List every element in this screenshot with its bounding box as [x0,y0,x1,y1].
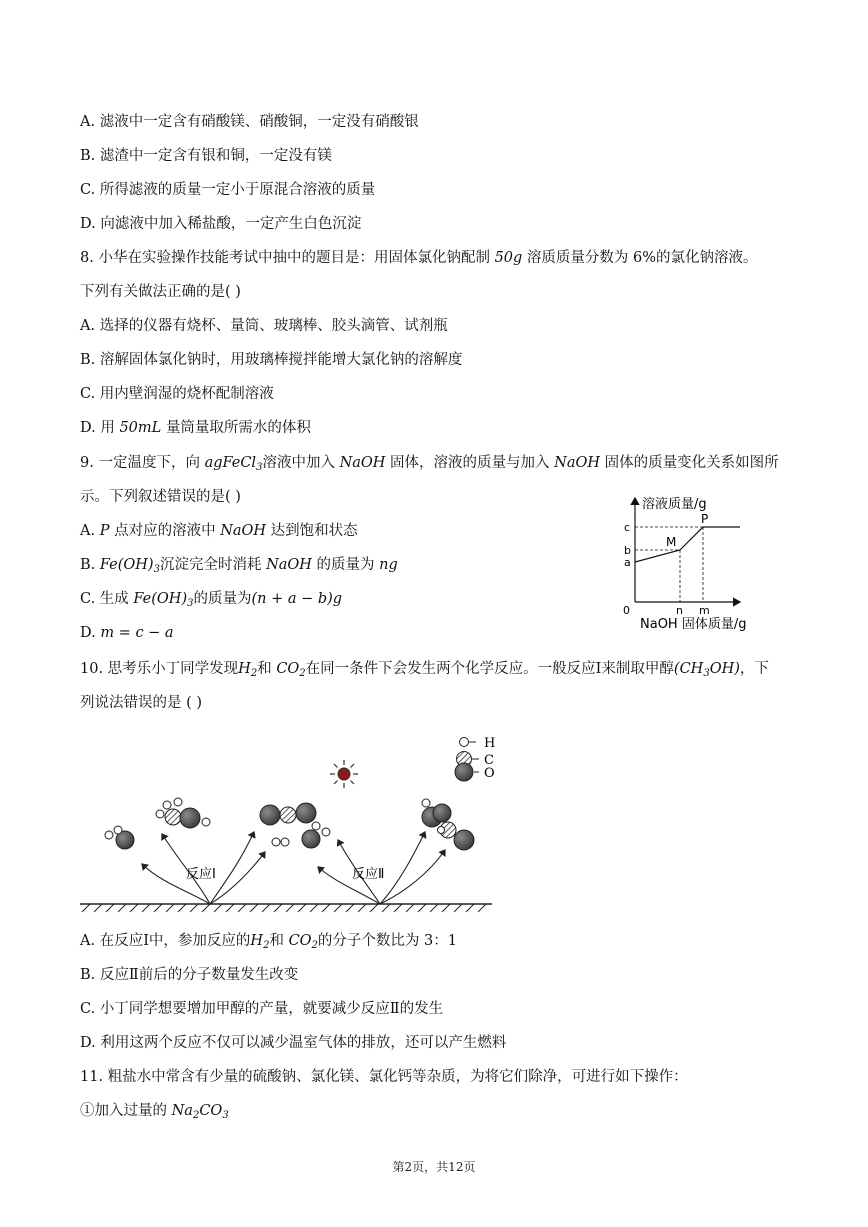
q11-step1-text: 加入过量的 [94,1103,172,1119]
q7-option-a: A. 滤液中一定含有硝酸镁、硝酸铜，一定没有硝酸银 [80,114,419,130]
ground-surface [80,904,492,912]
q10-stem-t2: 在同一条件下会发生两个化学反应。一般反应Ⅰ来制取甲醇 [305,661,674,677]
q10-option-d: D. 利用这两个反应不仅可以减少温室气体的排放，还可以产生燃料 [80,1035,507,1051]
chart-ylabel: 溶液质量/g [642,497,707,512]
q9-b-prefix: B. [80,557,100,573]
chart-point-p: P [701,512,709,526]
q9-stem-t1: 9. 一定温度下，向 [80,455,205,471]
q9-b-sub3: 3 [153,564,160,575]
q9-option-a [80,521,358,541]
q11-step1-sub2: 2 [192,1110,200,1121]
q8-stem-part2: 溶质质量分数为 6%的氯化钠溶液。 [522,250,758,266]
q9-c-sub3: 3 [187,598,194,609]
q9-stem-t3: 固体，溶液的质量与加入 [385,455,555,471]
q11-step1 [80,1101,229,1126]
q9-option-c [80,589,342,614]
chart-xtick-m: m [699,604,710,617]
q10-reaction-diagram [80,722,500,917]
q11-step1-number: ① [80,1103,95,1119]
q10-a-sub2a: 2 [263,940,270,951]
methanol-molecule [156,798,210,828]
q8-stem-part1: 8. 小华在实验操作技能考试中抽中的题目是：用固体氯化钠配制 [80,250,495,266]
q10-option-c: C. 小丁同学想要增加甲醇的产量，就要减少反应Ⅱ的发生 [80,1001,444,1017]
q8-option-c: C. 用内壁润湿的烧杯配制溶液 [80,386,274,402]
q9-c-prefix: C. 生成 [80,591,134,607]
q9-a-naoh: NaOH [220,523,267,539]
q10-stem-h: H [238,661,251,677]
h2-molecule-2 [438,827,445,834]
q10-stem-t3: ，下 [739,661,769,677]
q10-stem-co: CO [276,661,300,677]
q9-b-feoh: Fe(OH) [99,557,154,573]
q8-stem-line2: 下列有关做法正确的是( ) [80,284,241,300]
h2o-molecule-right [302,822,330,848]
q9-c-mid: 的质量为 [193,591,252,607]
q11-step1-co: CO [199,1103,223,1119]
q10-stem-and: 和 [257,661,277,677]
q9-stem-fecl: agFeCl [204,455,257,471]
q9-mass-chart [618,490,768,635]
q10-stem-sub2b: 2 [299,668,306,679]
q10-a-t1: A. 在反应Ⅰ中，参加反应的 [80,933,251,949]
legend-o: O [484,766,495,781]
legend-c: C [484,753,494,768]
h2-molecule-1 [272,838,289,846]
chart-ytick-a: a [624,556,631,569]
q7-option-c: C. 所得滤液的质量一定小于原混合溶液的质量 [80,182,376,198]
chart-ytick-c: c [624,521,631,534]
q9-stem [80,453,779,478]
legend [455,736,495,781]
reaction1-label: 反应Ⅰ [186,867,216,882]
q10-option-b: B. 反应Ⅱ前后的分子数量发生改变 [80,967,299,983]
q10-a-co: CO [288,933,312,949]
reaction2-label: 反应Ⅱ [352,867,385,882]
q7-option-d: D. 向滤液中加入稀盐酸，一定产生白色沉淀 [80,216,362,232]
q10-option-a [80,931,457,956]
chart-xtick-n: n [676,604,683,617]
q10-stem-oh: OH) [709,661,740,677]
q10-stem-ch: (CH [673,661,704,677]
q9-a-suffix: 达到饱和状态 [266,523,358,539]
q10-stem-t1: 10. 思考乐小丁同学发现 [80,661,239,677]
q8-option-d-volume: 50mL [119,420,162,436]
q9-b-mid: 沉淀完全时消耗 [159,557,267,573]
q9-d-prefix: D. [80,625,101,641]
q9-a-mid: 点对应的溶液中 [109,523,221,539]
chart-series-line [635,527,740,562]
q9-option-d [80,623,174,643]
q10-stem-sub2a: 2 [250,668,258,679]
q9-stem-t2: 溶液中加入 [262,455,340,471]
chart-xlabel: NaOH 固体质量/g [640,617,747,632]
q9-stem-line2: 示。下列叙述错误的是( ) [80,489,241,505]
q8-option-d-suffix: 量筒量取所需水的体积 [161,420,311,436]
h2o-molecule-left [105,826,134,849]
q8-option-d [80,418,311,438]
q8-option-b: B. 溶解固体氯化钠时，用玻璃棒搅拌能增大氯化钠的溶解度 [80,352,463,368]
q8-stem [80,248,758,268]
q10-stem [80,659,769,684]
q9-c-feoh: Fe(OH) [133,591,188,607]
q9-a-prefix: A. [80,523,100,539]
legend-h: H [484,736,496,751]
q9-b-ng: ng [379,557,398,573]
q9-b-naoh: NaOH [266,557,312,573]
q9-option-b [80,555,398,580]
q9-stem-naoh2: NaOH [554,455,601,471]
q8-stem-mass: 50g [494,250,523,266]
q9-stem-t4: 固体的质量变化关系如图所 [600,455,779,471]
q11-stem: 11. 粗盐水中常含有少量的硫酸钠、氯化镁、氯化钙等杂质，为将它们除净，可进行如下操作： [80,1069,688,1085]
q10-a-and: 和 [269,933,289,949]
q8-option-d-prefix: D. 用 [80,420,120,436]
chart-ytick-b: b [624,544,631,557]
q9-b-mid2: 的质量为 [311,557,380,573]
q10-a-t2: 的分子个数比为 3：1 [317,933,457,949]
q9-d-expression: m = c − a [100,625,174,641]
q10-stem-line2: 列说法错误的是 ( ) [80,695,203,711]
q10-stem-sub3: 3 [703,668,710,679]
q11-step1-sub3: 3 [222,1110,229,1121]
chart-origin: 0 [623,604,630,617]
q8-option-a: A. 选择的仪器有烧杯、量筒、玻璃棒、胶头滴管、试剂瓶 [80,318,448,334]
co2-molecule-1 [260,803,316,825]
q7-option-b: B. 滤渣中一定含有银和铜，一定没有镁 [80,148,332,164]
chart-point-m: M [666,535,677,549]
q9-c-expression: (n + a − b)g [251,591,343,607]
q9-a-point: P [99,523,110,539]
q10-a-h: H [250,933,264,949]
q9-stem-naoh1: NaOH [339,455,386,471]
q9-stem-sub3: 3 [256,462,263,473]
page-footer: 第2页，共12页 [392,1160,476,1174]
q11-step1-na: Na [171,1103,193,1119]
q10-a-sub2b: 2 [311,940,318,951]
catalyst-star-icon [330,760,358,788]
